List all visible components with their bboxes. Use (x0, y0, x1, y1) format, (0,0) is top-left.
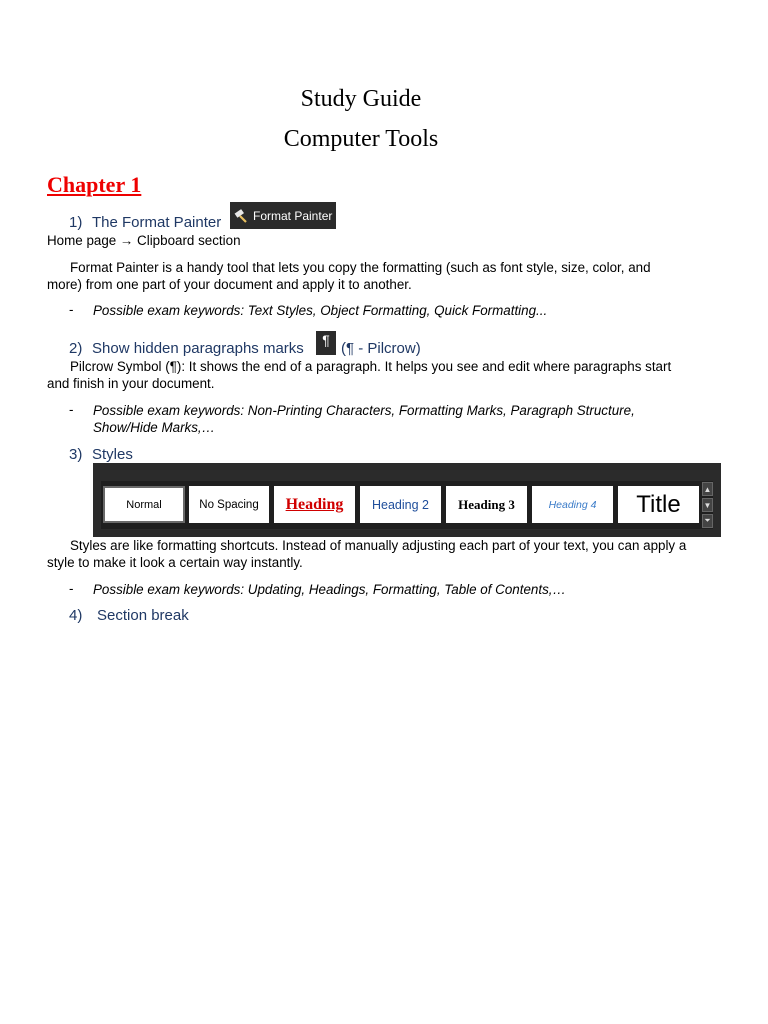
doc-subtitle: Computer Tools (283, 126, 439, 152)
section-2-heading-suffix: (¶ - Pilcrow) (341, 340, 421, 357)
section-3-keywords: Possible exam keywords: Updating, Headings, Formatting, Table of Contents,… (93, 582, 566, 597)
section-2-heading (69, 340, 304, 357)
show-hide-pilcrow-button[interactable]: ¶ (316, 331, 336, 355)
gallery-scroll (702, 481, 713, 529)
more-icon[interactable]: ⏷ (702, 514, 713, 528)
styles-gallery (93, 463, 721, 537)
format-painter-label: Format Painter (253, 208, 333, 223)
doc-title: Study Guide (300, 86, 422, 112)
section-2-body: Pilcrow Symbol (¶): It shows the end of a paragraph. It helps you see and edit where paragraphs start and finish in your document. (47, 359, 672, 391)
section-1-number: 1) (69, 214, 83, 231)
bullet-dash: - (69, 302, 74, 317)
section-1-path (47, 233, 687, 250)
styles-gallery-strip (101, 481, 713, 529)
paintbrush-icon (233, 208, 249, 224)
style-heading-1[interactable]: Heading (274, 486, 355, 523)
clipboard-path-text: Home page → Clipboard section (47, 233, 241, 248)
style-normal[interactable]: Normal (103, 486, 185, 523)
section-4-title: Section break (97, 607, 189, 624)
bullet-dash: - (69, 402, 74, 417)
section-2-number: 2) (69, 340, 83, 357)
style-no-spacing[interactable]: No Spacing (189, 486, 269, 523)
section-1-heading (69, 214, 221, 231)
section-1-keywords: Possible exam keywords: Text Styles, Object Formatting, Quick Formatting... (93, 303, 548, 318)
bullet-dash: - (69, 581, 74, 596)
style-heading-3[interactable]: Heading 3 (446, 486, 527, 523)
scroll-down-icon[interactable]: ▼ (702, 498, 713, 512)
format-painter-button[interactable] (230, 202, 336, 229)
style-heading-4[interactable]: Heading 4 (532, 486, 613, 523)
scroll-up-icon[interactable]: ▲ (702, 482, 713, 496)
section-4-heading (69, 607, 189, 624)
chapter-heading: Chapter 1 (47, 172, 142, 197)
section-3-heading (69, 446, 133, 463)
section-1-title: The Format Painter (92, 214, 222, 231)
section-2-title: Show hidden paragraphs marks (92, 340, 304, 357)
section-3-number: 3) (69, 446, 83, 463)
style-heading-2[interactable]: Heading 2 (360, 486, 441, 523)
section-1-body: Format Painter is a handy tool that lets you copy the formatting (such as font style, size, color, and more) from one part of your document and apply it to another. (47, 260, 651, 292)
section-2-keywords: Possible exam keywords: Non-Printing Characters, Formatting Marks, Paragraph Structure, Show/Hide Marks,… (93, 403, 635, 435)
section-4-number: 4) (69, 607, 83, 624)
section-3-title: Styles (92, 446, 133, 463)
style-title[interactable]: Title (618, 486, 699, 523)
section-3-body: Styles are like formatting shortcuts. Instead of manually adjusting each part of your text, you can apply a style to make it look a certain way instantly. (47, 538, 687, 570)
